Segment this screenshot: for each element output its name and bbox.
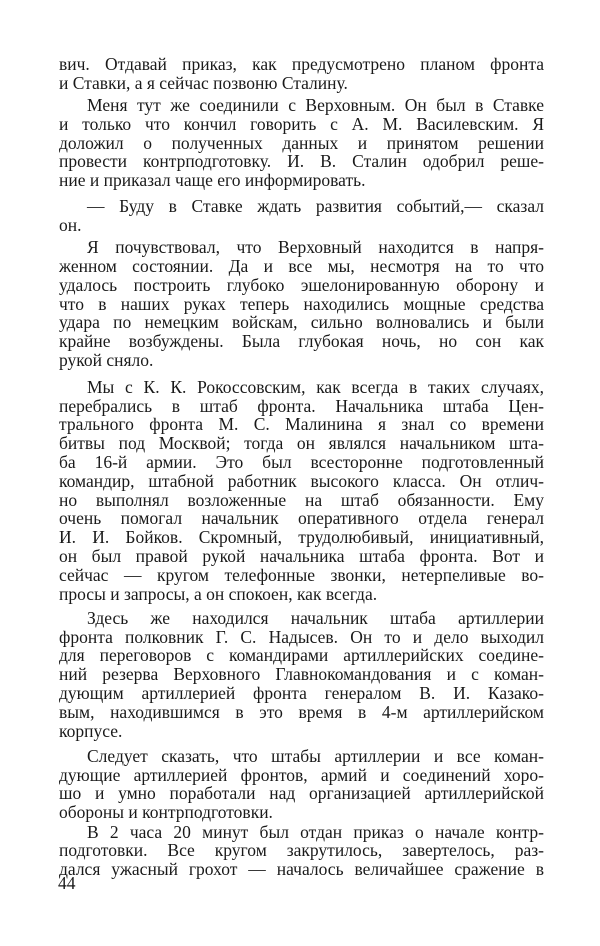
- page-number: 44: [58, 873, 76, 893]
- text-line: дующим артиллерией фронта генералом В. И. Казако-: [59, 683, 544, 703]
- text-line: вич. Отдавай приказ, как предусмотрено планом фронта: [59, 54, 544, 74]
- paragraph: [59, 238, 544, 370]
- text-line: просы и запросы, а он спокоен, как всегда.: [59, 583, 378, 604]
- text-line: Мы с К. К. Рокоссовским, как всегда в таких случаях,: [87, 376, 544, 397]
- text-line: шо и умно поработали над организацией артиллерийской: [59, 783, 544, 804]
- text-line: дующие артиллерией фронтов, армий и соединений хоро-: [59, 764, 544, 785]
- text-line: обороны и контрподготовки.: [59, 802, 273, 823]
- text-line: перебрались в штаб фронта. Начальника штаба Цен-: [59, 395, 544, 416]
- text-line: В 2 часа 20 минут был отдан приказ о начале контр-: [87, 821, 544, 842]
- paragraph: [59, 55, 544, 93]
- text-line: удалось построить глубоко эшелонированную оборону и: [59, 274, 544, 295]
- text-line: крайне возбуждены. Была глубокая ночь, но сон как: [59, 331, 544, 352]
- text-line: Следует сказать, что штабы артиллерии и все коман-: [87, 745, 544, 766]
- text-line: и только что кончил говорить с А. М. Василевским. Я: [59, 113, 544, 134]
- paragraph: [59, 96, 544, 190]
- text-line: фронта полковник Г. С. Надысев. Он то и дело выходил: [59, 626, 544, 647]
- paragraph: [59, 823, 544, 879]
- text-line: Меня тут же соединили с Верховным. Он был в Ставке: [87, 95, 544, 116]
- text-line: — Буду в Ставке ждать развития событий,— сказал: [87, 196, 544, 217]
- text-line: дался ужасный грохот — началось величайшее сражение в: [59, 859, 544, 880]
- text-line: женном состоянии. Да и все мы, несмотря на то что: [59, 255, 544, 276]
- text-line: Здесь же находился начальник штаба артиллерии: [87, 607, 544, 628]
- text-line: но выполнял возложенные на штаб обязанности. Ему: [59, 489, 544, 510]
- text-line: и Ставки, а я сейчас позвоню Сталину.: [59, 72, 348, 93]
- text-line: ние и приказал чаще его информировать.: [59, 170, 366, 191]
- text-line: трального фронта М. С. Малинина я знал со времени: [59, 414, 544, 435]
- book-page-text: [59, 55, 544, 879]
- text-line: ба 16-й армии. Это был всесторонне подготовленный: [59, 451, 544, 472]
- text-line: сейчас — кругом телефонные звонки, нетерпеливые во-: [59, 564, 544, 585]
- text-line: подготовки. Все кругом закрутилось, завертелось, раз-: [59, 840, 544, 861]
- text-line: провести контрподготовку. И. В. Сталин одобрил реше-: [59, 151, 544, 172]
- text-line: что в наших руках теперь находились мощные средства: [59, 293, 544, 314]
- text-line: вым, находившимся в это время в 4-м артиллерийском: [59, 701, 544, 722]
- text-line: рукой сняло.: [59, 349, 154, 370]
- text-line: очень помогал начальник оперативного отдела генерал: [59, 508, 544, 529]
- text-line: удара по немецким войскам, сильно волновались и были: [59, 312, 544, 333]
- text-line: Я почувствовал, что Верховный находится в напря-: [87, 237, 544, 258]
- paragraph: [59, 378, 544, 604]
- text-line: он был правой рукой начальника штаба фронта. Вот и: [59, 545, 544, 566]
- text-line: корпусе.: [59, 720, 123, 741]
- text-line: ний резерва Верховного Главнокомандования и с коман-: [59, 664, 544, 685]
- paragraph: [59, 609, 544, 741]
- text-line: он.: [59, 214, 82, 235]
- paragraph: [59, 197, 544, 235]
- text-line: командир, штабной работник высокого класса. Он отлич-: [59, 470, 544, 491]
- text-line: И. И. Бойков. Скромный, трудолюбивый, инициативный,: [59, 527, 544, 548]
- text-line: для переговоров с командирами артиллерийских соедине-: [59, 645, 544, 666]
- text-line: доложил о полученных данных и принятом решении: [59, 132, 544, 153]
- paragraph: [59, 747, 544, 822]
- text-line: битвы под Москвой; тогда он являлся начальником шта-: [59, 433, 544, 454]
